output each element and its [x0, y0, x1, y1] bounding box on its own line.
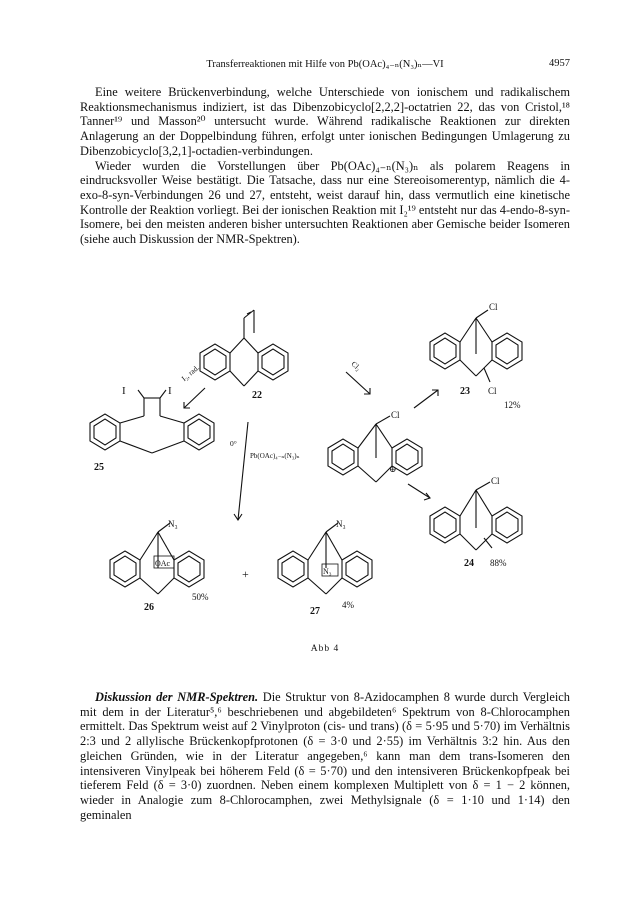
discussion-text: [80, 690, 570, 822]
arrow-label-i2: I₂, rad.: [179, 363, 201, 383]
structure-cation: [328, 416, 422, 482]
figure-caption: Abb 4: [310, 644, 340, 654]
atom-i-right: I: [168, 385, 172, 397]
structure-23: [430, 310, 522, 382]
reaction-scheme: [80, 298, 570, 678]
intro-paragraph-1: Eine weitere Brückenverbindung, welche Unterschiede von ionischem und radikalischem Reaktionsmechanismus indiziert, ist das Dibenzobicyclo[2,2,2]-octatrien 22, das von Cristol,¹⁸ Tanner¹⁹ und Masson²⁰ untersucht wurde. Während radikalische Reaktionen zur direkten Anlagerung an der Doppelbindung führen, erfolgt unter ionischen Bedingungen Umlagerung zu Dibenzobicyclo[3,2,1]-octadien-verbindungen.: [80, 85, 570, 158]
structure-24: [430, 482, 522, 550]
atom-23-cl-top: Cl: [489, 302, 498, 312]
discussion-heading: Diskussion der NMR-Spektren.: [95, 690, 259, 704]
arrow-label-temp: 0°: [230, 439, 237, 448]
yield-24: 88%: [490, 558, 507, 568]
arrow-cl2: [346, 372, 370, 394]
label-26: 26: [144, 602, 154, 613]
structure-27: [278, 523, 372, 594]
discussion-body: Die Struktur von 8-Azidocamphen 8 wurde durch Vergleich mit dem in der Literatur⁵,⁶ beschriebenen und abgebildeten⁶ Spektrum von 8-Chlorocamphen ermittelt. Das Spektrum weist auf 2 Vinylproton (cis- und trans) (δ = 5·95 und 5·70) im Verhältnis 2:3 und 2 allylische Brückenkopfprotonen (δ = 3·0 und 2·55) im Verhältnis 3:2 hin. Aus den gleichen Gründen, wie in der Literatur angegeben,⁶ kann man dem trans-Isomeren den intensiveren Vinylpeak bei höherem Feld (δ = 5·70) und den intensiveren Brückenkopfpeak bei tieferem Feld (δ = 3·0) zuordnen. Neben einem komplexen Multiplett von δ = 1 − 2 können, wieder in Analogie zum 8-Chlorocamphen, zwei Methylsignale (δ = 1·10 und 1·14) den geminalen: [80, 690, 570, 822]
atom-cation-cl: Cl: [391, 410, 400, 420]
yield-26: 50%: [192, 592, 209, 602]
atom-24-cl: Cl: [491, 476, 500, 486]
arrow-cation-to-24: [408, 484, 430, 500]
running-title: Transferreaktionen mit Hilfe von Pb(OAc)₄₋ₙ(N₃)ₙ—VI: [206, 59, 444, 70]
atom-i-left: I: [122, 385, 126, 397]
atom-cation-charge: ⊕: [389, 464, 397, 474]
arrow-22-to-25: [184, 388, 205, 408]
intro-text: [80, 85, 570, 247]
plus-sign: +: [242, 567, 249, 581]
page-number: 4957: [549, 58, 570, 69]
label-25: 25: [94, 462, 104, 473]
atom-26-oac: OAc: [155, 559, 171, 568]
atom-27-n3-inner: N₃: [323, 567, 332, 576]
arrow-label-cl2: Cl₂: [349, 359, 363, 373]
structure-25: [90, 390, 214, 453]
label-27: 27: [310, 606, 320, 617]
label-23: 23: [460, 386, 470, 397]
scheme-drawing: [80, 298, 570, 643]
atom-23-cl-bottom: Cl: [488, 386, 497, 396]
intro-paragraph-2: Wieder wurden die Vorstellungen über Pb(OAc)₄₋ₙ(N₃)ₙ als polarem Reagens in eindrucksvoller Weise bestätigt. Die Tatsache, dass nur eine Stereoisomerentyp, nämlich die 4-exo-8-syn-Verbindungen 26 und 27, entsteht, weist darauf hin, dass vermutlich eine kinetische Kontrolle der Reaktion vorliegt. Bei der ionischen Reaktion mit I₂¹⁹ entsteht nur das 4-endo-8-syn-Isomere, bei den meisten anderen bisher untersuchten Reaktionen aber Gemische beider Isomeren (siehe auch Diskussion der NMR-Spektren).: [80, 158, 570, 247]
atom-26-n3: N₃: [168, 519, 178, 529]
yield-27: 4%: [342, 600, 354, 610]
running-header: [80, 58, 570, 72]
label-24: 24: [464, 558, 474, 569]
yield-23: 12%: [504, 400, 521, 410]
label-22: 22: [252, 390, 262, 401]
arrow-cation-to-23: [414, 390, 438, 408]
arrow-label-pb: Pb(OAc)₄₋ₙ(N₃)ₙ: [250, 452, 300, 460]
arrow-pb-reagent: [234, 422, 248, 520]
structure-22: [200, 310, 288, 386]
atom-27-n3-top: N₃: [336, 519, 346, 529]
